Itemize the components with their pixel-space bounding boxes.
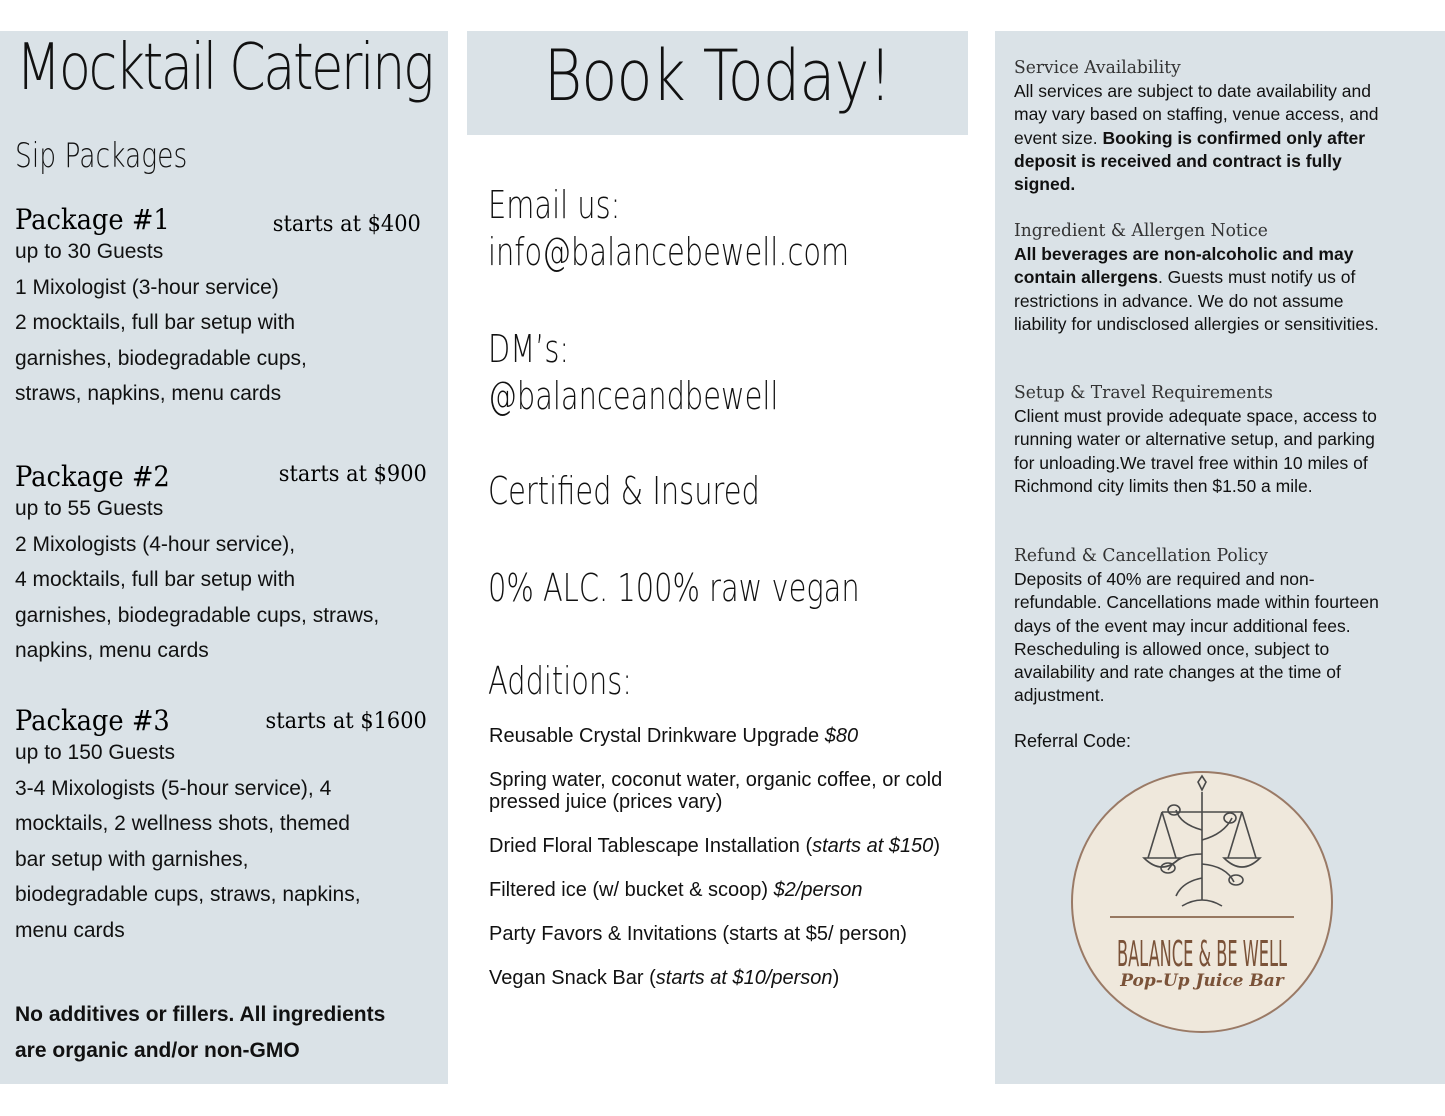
policy-body <box>1014 243 1399 336</box>
addition-text: Filtered ice (w/ bucket & scoop) <box>489 879 774 901</box>
package-line: menu cards <box>15 918 125 942</box>
package-3 <box>15 704 435 948</box>
additions-list <box>489 725 954 1011</box>
package-line: mocktails, 2 wellness shots, themed <box>15 812 350 835</box>
policy-title: Ingredient & Allergen Notice <box>1014 220 1268 241</box>
package-details <box>15 735 435 948</box>
addition-price: $80 <box>824 725 859 747</box>
package-name: Package #2 <box>15 460 170 493</box>
tagline: 0% ALC. 100% raw vegan <box>488 566 860 610</box>
package-price: starts at $400 <box>272 212 421 237</box>
addition-text: Dried Floral Tablescape Installation ( <box>489 835 813 857</box>
section-title-sip-packages: Sip Packages <box>15 136 188 176</box>
book-header <box>467 31 968 135</box>
package-line: up to 30 Guests <box>15 240 164 263</box>
package-line: 2 mocktails, full bar setup with <box>15 311 296 334</box>
referral-code-label: Referral Code: <box>1014 731 1132 751</box>
addition-price: starts at $10/person <box>655 967 833 989</box>
dm-label: DM’s: <box>488 327 570 371</box>
additions-label: Additions: <box>488 659 633 703</box>
package-line: napkins, menu cards <box>15 639 209 662</box>
certified-insured: Certified & Insured <box>488 469 760 513</box>
policy-title: Setup & Travel Requirements <box>1014 382 1273 403</box>
addition-price: starts at $150 <box>812 835 934 857</box>
addition-text: Vegan Snack Bar ( <box>489 967 656 989</box>
package-line: 1 Mixologist (3-hour service) <box>15 275 279 299</box>
package-details <box>15 234 435 412</box>
package-line: straws, napkins, menu cards <box>15 382 282 405</box>
note-line: No additives or fillers. All ingredients <box>15 1003 386 1026</box>
logo-brand-name: BALANCE & BE WELL <box>1117 934 1287 975</box>
package-2 <box>15 460 435 669</box>
book-today-heading: Book Today! <box>543 35 892 117</box>
package-line: up to 150 Guests <box>15 741 175 764</box>
addition-suffix: ) <box>832 967 840 989</box>
addition-text: Spring water, coconut water, organic coffee, or cold pressed juice (prices vary) <box>489 769 943 813</box>
policy-title: Refund & Cancellation Policy <box>1014 545 1268 566</box>
package-line: 2 Mixologists (4-hour service), <box>15 532 296 556</box>
policy-title: Service Availability <box>1014 57 1181 78</box>
package-name: Package #3 <box>15 704 170 737</box>
policy-text-bold: Booking is confirmed only after deposit is received and contract is fully signed. <box>1014 127 1366 195</box>
addition-text: Reusable Crystal Drinkware Upgrade <box>489 725 825 747</box>
policy-body: Client must provide adequate space, access to running water or alternative setup, and parking for unloading.We travel free within 10 miles of Richmond city limits then $1.50 a mile. <box>1014 406 1377 496</box>
policy-text: All services are subject to date availability and may vary based on staffing, venue access, and event size. <box>1014 81 1379 148</box>
package-price: starts at $900 <box>278 462 427 487</box>
policy-text-bold: All beverages are non-alcoholic and may contain allergens <box>1014 244 1354 288</box>
addition-suffix: ) <box>933 835 940 857</box>
policy-refund-cancellation <box>1014 544 1399 708</box>
list-item <box>489 923 954 945</box>
policy-body <box>1014 80 1399 196</box>
note-line: are organic and/or non-GMO <box>15 1038 300 1062</box>
package-line: garnishes, biodegradable cups, <box>15 346 307 370</box>
policy-body: Deposits of 40% are required and non-refundable. Cancellations made within fourteen days of the event may incur additional fees. Rescheduling is allowed once, subject to availability and rate changes at the time of adjustment. <box>1014 569 1379 706</box>
list-item <box>489 835 954 857</box>
addition-text: Party Favors & Invitations (starts at $5/ person) <box>489 923 907 945</box>
package-name: Package #1 <box>15 203 170 236</box>
dm-handle[interactable]: @balanceandbewell <box>488 374 779 418</box>
package-details <box>15 491 435 669</box>
brand-logo <box>1070 770 1334 1034</box>
addition-price: $2/person <box>773 879 863 901</box>
package-line: biodegradable cups, straws, napkins, <box>15 883 361 906</box>
packages-panel <box>0 31 448 1084</box>
ingredients-note <box>15 997 435 1068</box>
list-item <box>489 879 954 901</box>
package-line: 4 mocktails, full bar setup with <box>15 568 296 591</box>
package-line: up to 55 Guests <box>15 497 164 520</box>
policy-setup-travel <box>1014 381 1399 498</box>
policy-allergen-notice <box>1014 219 1399 336</box>
package-line: garnishes, biodegradable cups, straws, <box>15 603 380 627</box>
list-item <box>489 769 954 813</box>
package-line: bar setup with garnishes, <box>15 847 249 871</box>
email-address[interactable]: info@balancebewell.com <box>488 230 850 274</box>
list-item <box>489 725 954 747</box>
package-line: 3-4 Mixologists (5-hour service), 4 <box>15 776 332 800</box>
email-label: Email us: <box>488 183 621 227</box>
logo-tagline: Pop-Up Juice Bar <box>1120 971 1284 991</box>
policy-service-availability <box>1014 56 1399 196</box>
page-title: Mocktail Catering <box>16 31 432 105</box>
list-item <box>489 967 954 989</box>
package-price: starts at $1600 <box>265 709 427 734</box>
policy-text: . Guests must notify us of restrictions in advance. We do not assume liability for undisclosed allergies or sensitivities. <box>1014 267 1379 334</box>
package-1 <box>15 203 435 412</box>
